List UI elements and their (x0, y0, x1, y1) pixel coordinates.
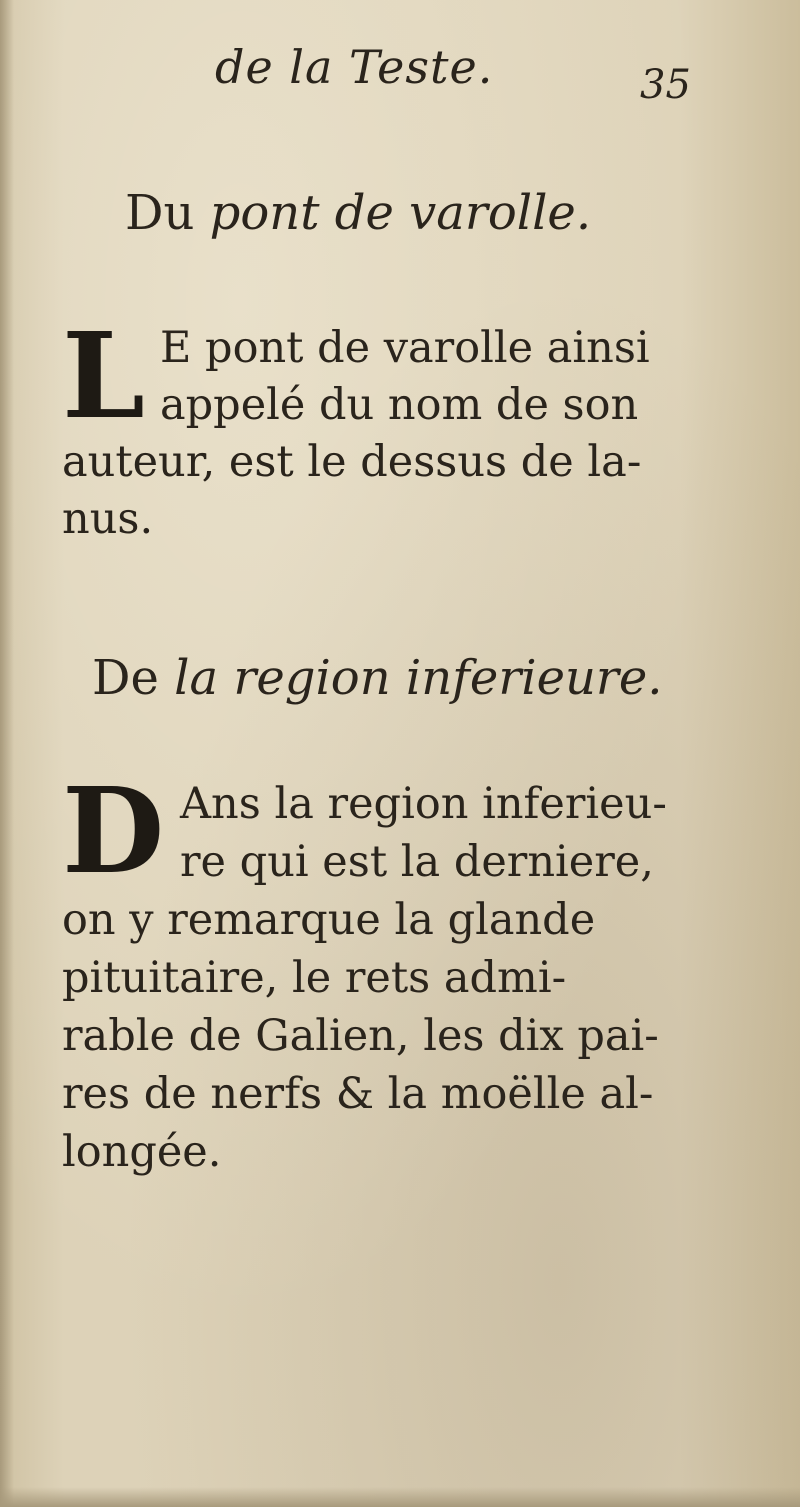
text-line: on y remarque la glande (62, 895, 596, 945)
page-edge-shadow (0, 0, 14, 1507)
text-line: rable de Galien, les dix pai- (62, 1011, 659, 1061)
page-number: 35 (640, 62, 691, 108)
text-line: Ans la region inferieu- (180, 779, 667, 829)
section-title-pont-de-varolle (125, 185, 591, 241)
section-title-text: la region inferieure. (158, 650, 663, 706)
text-line: pituitaire, le rets admi- (62, 953, 567, 1003)
paragraph-pont-de-varolle (62, 306, 722, 548)
text-line: res de nerfs & la moëlle al- (62, 1069, 654, 1119)
text-line: E pont de varolle ainsi (160, 323, 650, 373)
page-bottom-shadow (0, 1487, 800, 1507)
section-title-prefix: Du (125, 185, 195, 241)
text-line: auteur, est le dessus de la- (62, 437, 642, 487)
running-head: de la Teste. (215, 40, 494, 94)
drop-cap: L (62, 306, 145, 445)
text-line: re qui est la derniere, (180, 837, 654, 887)
drop-cap: D (62, 761, 165, 900)
text-line: nus. (62, 494, 154, 544)
section-title-prefix: De (92, 650, 159, 706)
section-title-text: pont de varolle. (194, 185, 592, 241)
paragraph-region-inferieure (62, 761, 722, 1181)
section-title-region-inferieure (92, 650, 663, 706)
text-line: appelé du nom de son (160, 380, 639, 430)
text-line: longée. (62, 1127, 222, 1177)
